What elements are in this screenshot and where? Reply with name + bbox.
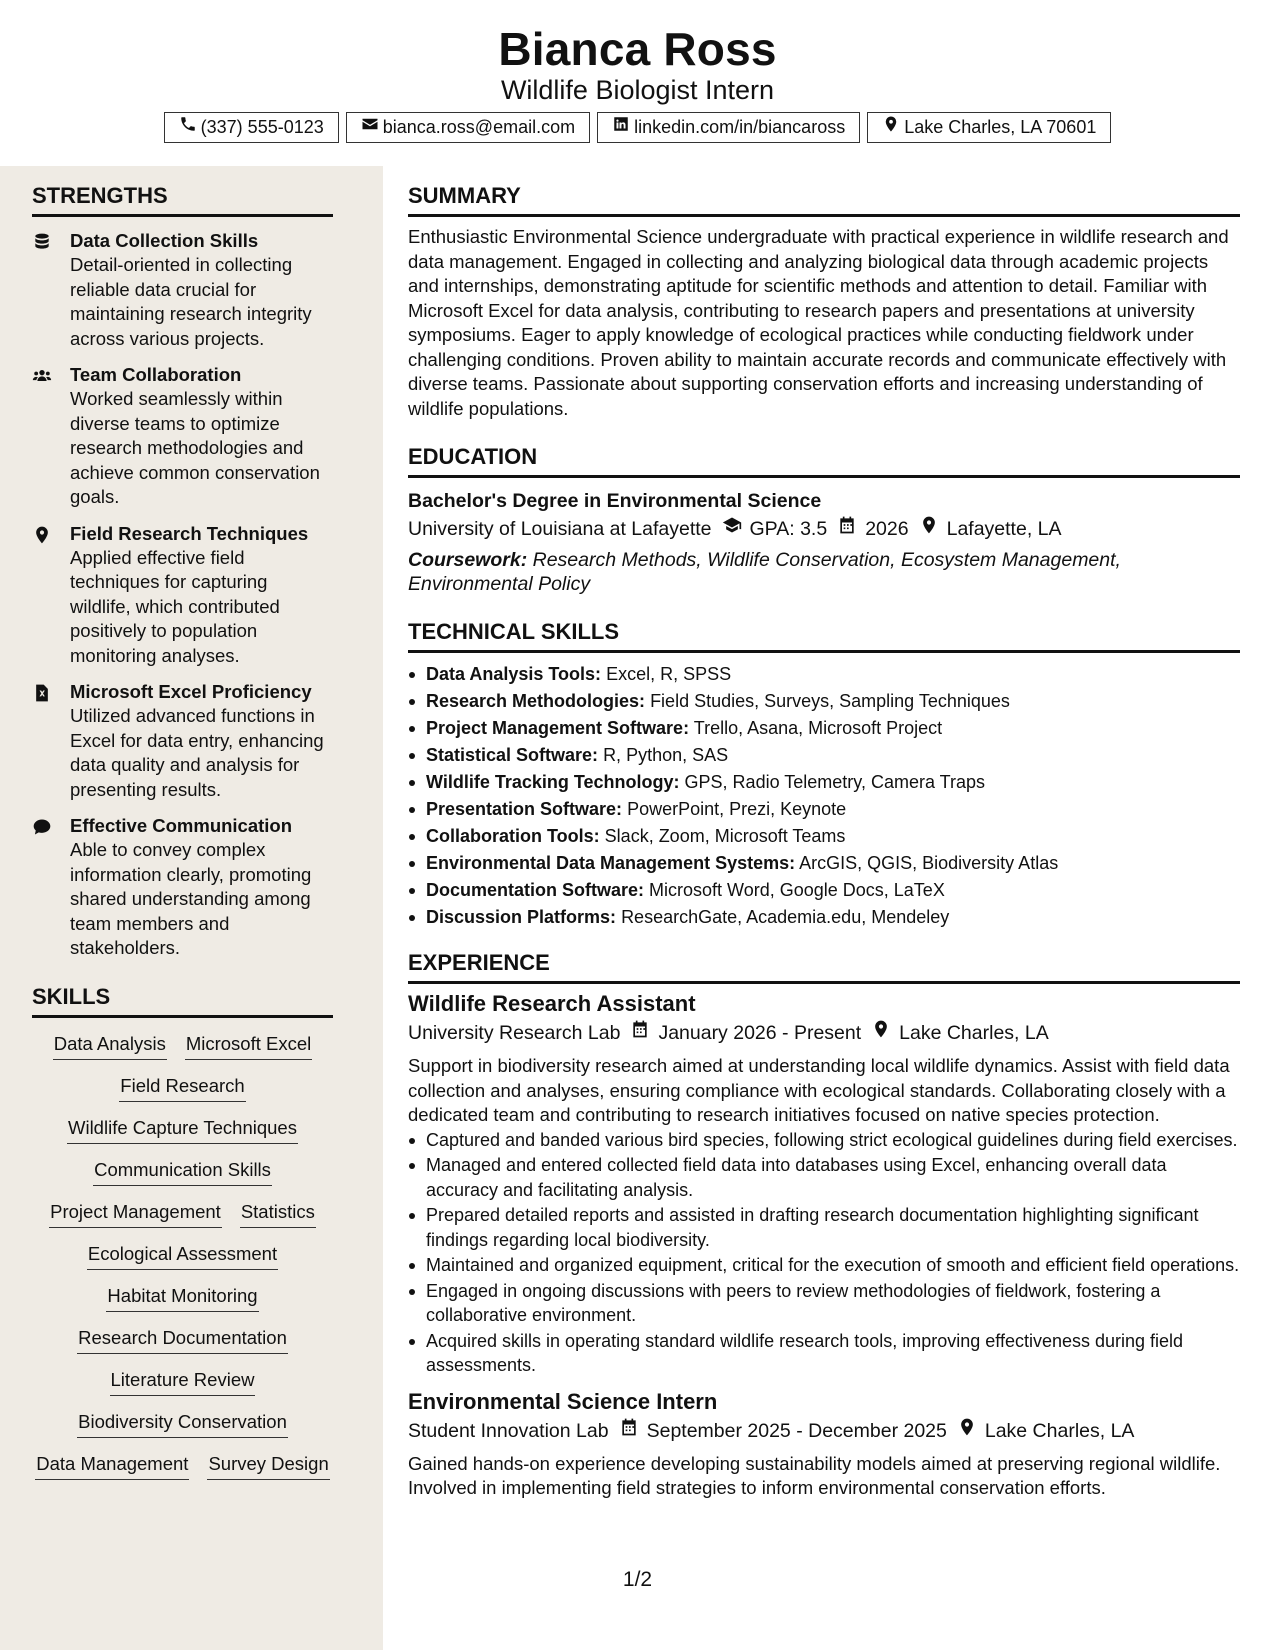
- job-bullet: Acquired skills in operating standard wildlife research tools, improving effectiveness during field assessments.: [408, 1329, 1240, 1378]
- tech-skill-label: Statistical Software:: [426, 745, 599, 765]
- skill-tag: Microsoft Excel: [185, 1032, 312, 1060]
- strength-text: Able to convey complex information clearly, promoting shared understanding among team members and stakeholders.: [70, 839, 312, 958]
- strength-item: [32, 814, 333, 961]
- tech-skill-label: Wildlife Tracking Technology:: [426, 772, 680, 792]
- tech-skill-value: Microsoft Word, Google Docs, LaTeX: [649, 880, 945, 900]
- skill-tag: Wildlife Capture Techniques: [67, 1116, 298, 1144]
- education-heading: EDUCATION: [408, 427, 1240, 478]
- job-dates-item: [619, 1416, 947, 1446]
- main-content: [408, 166, 1240, 1501]
- tech-skill-label: Research Methodologies:: [426, 691, 646, 711]
- tech-skill-value: Slack, Zoom, Microsoft Teams: [604, 826, 846, 846]
- technical-skills-heading: TECHNICAL SKILLS: [408, 602, 1240, 653]
- job-location-item: [871, 1018, 1049, 1048]
- map-marker-icon: [32, 522, 70, 669]
- job-bullet: Managed and entered collected field data into databases using Excel, enhancing overall data accuracy and facilitating analysis.: [408, 1153, 1240, 1202]
- phone-icon: [179, 113, 197, 142]
- calendar-icon: [630, 1018, 650, 1048]
- tech-skill-value: Trello, Asana, Microsoft Project: [693, 718, 943, 738]
- skills-list: [32, 1032, 333, 1480]
- map-marker-icon: [957, 1416, 977, 1446]
- degree-title: Bachelor's Degree in Environmental Science: [408, 490, 822, 512]
- job-entry: [408, 1388, 1240, 1501]
- strength-item: [32, 229, 333, 351]
- sidebar: [0, 166, 383, 1650]
- job-entry: [408, 990, 1240, 1378]
- experience-heading: EXPERIENCE: [408, 933, 1240, 984]
- tech-skill-item: [408, 823, 1240, 850]
- tech-skill-item: [408, 769, 1240, 796]
- skill-tag: Data Management: [35, 1452, 189, 1480]
- skill-tag: Survey Design: [207, 1452, 329, 1480]
- candidate-title: Wildlife Biologist Intern: [500, 75, 775, 105]
- contact-location-text: Lake Charles, LA 70601: [904, 117, 1097, 137]
- tech-skill-item: [408, 688, 1240, 715]
- map-marker-icon: [871, 1018, 891, 1048]
- linkedin-icon: [612, 113, 630, 142]
- job-meta: [408, 1416, 1240, 1446]
- tech-skill-item: [408, 877, 1240, 904]
- coursework-label: Coursework:: [408, 549, 528, 571]
- job-bullet: Maintained and organized equipment, critical for the execution of smooth and efficient field operations.: [408, 1253, 1240, 1278]
- school-name: University of Louisiana at Lafayette: [408, 518, 712, 540]
- excel-file-icon: [32, 680, 70, 802]
- job-title: Environmental Science Intern: [408, 1388, 718, 1414]
- strength-text: Applied effective field techniques for capturing wildlife, which contributed positively to population monitoring analyses.: [70, 546, 280, 666]
- contact-email[interactable]: [346, 112, 590, 143]
- tech-skill-item: [408, 742, 1240, 769]
- strength-title: Team Collaboration: [70, 364, 242, 385]
- tech-skill-value: Field Studies, Surveys, Sampling Techniques: [650, 691, 1010, 711]
- graduation-cap-icon: [722, 514, 742, 544]
- candidate-name: Bianca Ross: [498, 23, 777, 75]
- tech-skill-label: Collaboration Tools:: [426, 826, 600, 846]
- strength-text: Worked seamlessly within diverse teams to optimize research methodologies and achieve common conservation goals.: [70, 388, 320, 507]
- tech-skill-value: PowerPoint, Prezi, Keynote: [627, 799, 847, 819]
- strength-text: Detail-oriented in collecting reliable data crucial for maintaining research integrity across various projects.: [70, 254, 312, 349]
- tech-skill-label: Data Analysis Tools:: [426, 664, 602, 684]
- job-location: Lake Charles, LA: [899, 1022, 1049, 1044]
- strength-item: [32, 363, 333, 510]
- tech-skill-label: Project Management Software:: [426, 718, 690, 738]
- job-bullet: Captured and banded various bird species, following strict ecological guidelines during field exercises.: [408, 1128, 1240, 1153]
- tech-skill-value: GPS, Radio Telemetry, Camera Traps: [684, 772, 985, 792]
- technical-skills-list: [408, 661, 1240, 931]
- contact-location: [867, 112, 1111, 143]
- job-dates: January 2026 - Present: [658, 1022, 862, 1044]
- gpa-item: [722, 514, 828, 544]
- tech-skill-item: [408, 715, 1240, 742]
- coursework-text: Research Methods, Wildlife Conservation, Ecosystem Management, Environmental Policy: [408, 549, 1121, 595]
- strength-item: [32, 522, 333, 669]
- tech-skill-item: [408, 904, 1240, 931]
- contact-phone: [164, 112, 339, 143]
- skill-tag: Field Research: [119, 1074, 245, 1102]
- tech-skill-label: Environmental Data Management Systems:: [426, 853, 796, 873]
- contact-linkedin[interactable]: [597, 112, 860, 143]
- job-title: Wildlife Research Assistant: [408, 991, 696, 1016]
- strength-title: Data Collection Skills: [70, 230, 259, 251]
- strengths-heading: STRENGTHS: [32, 166, 333, 217]
- resume-header: [0, 0, 1275, 143]
- speech-bubble-icon: [32, 814, 70, 961]
- map-marker-icon: [882, 113, 900, 142]
- job-bullet: Engaged in ongoing discussions with peers to review methodologies of fieldwork, fostering a collaborative environment.: [408, 1279, 1240, 1328]
- coursework: [408, 548, 1240, 596]
- skill-tag: Biodiversity Conservation: [77, 1410, 288, 1438]
- strength-text: Utilized advanced functions in Excel for data entry, enhancing data quality and analysis for presenting results.: [70, 705, 324, 800]
- grad-year-text: 2026: [865, 518, 909, 540]
- edu-location-text: Lafayette, LA: [946, 518, 1062, 540]
- job-bullets: [408, 1128, 1240, 1378]
- strength-title: Field Research Techniques: [70, 522, 309, 544]
- users-icon: [32, 363, 70, 510]
- envelope-icon: [361, 113, 379, 142]
- map-marker-icon: [919, 514, 939, 544]
- tech-skill-value: ResearchGate, Academia.edu, Mendeley: [621, 907, 950, 927]
- job-description: Gained hands-on experience developing sustainability models aimed at preserving regional wildlife. Involved in implementing field strategies to inform environmental conservation efforts.: [408, 1452, 1221, 1498]
- job-bullet: Prepared detailed reports and assisted in drafting research documentation highlighting significant findings regarding local biodiversity.: [408, 1203, 1240, 1252]
- tech-skill-value: R, Python, SAS: [603, 745, 729, 765]
- tech-skill-item: [408, 661, 1240, 688]
- job-location: Lake Charles, LA: [984, 1419, 1135, 1442]
- skill-tag: Data Analysis: [53, 1032, 167, 1060]
- job-dates-item: [630, 1018, 861, 1048]
- calendar-icon: [837, 514, 857, 544]
- skill-tag: Statistics: [240, 1200, 316, 1228]
- skill-tag: Literature Review: [110, 1368, 256, 1396]
- tech-skill-label: Documentation Software:: [426, 880, 645, 900]
- job-org: University Research Lab: [408, 1022, 621, 1044]
- summary-text: Enthusiastic Environmental Science undergraduate with practical experience in wildlife research and data management. Engaged in collecting and analyzing biological data through academic projects and internships, demonstrating aptitude for scientific methods and attention to detail. Familiar with Microsoft Excel for data analysis, contributing to research papers and presentations at university symposiums. Eager to apply knowledge of ecological practices while conducting fieldwork under challenging conditions. Proven ability to maintain accurate records and communicate effectively with diverse teams. Passionate about supporting conservation efforts and increasing understanding of wildlife populations.: [408, 226, 1229, 419]
- strength-item: [32, 680, 333, 802]
- tech-skill-label: Discussion Platforms:: [426, 907, 617, 927]
- contact-bar: [0, 112, 1275, 143]
- strength-title: Microsoft Excel Proficiency: [70, 681, 312, 702]
- job-dates: September 2025 - December 2025: [646, 1419, 947, 1442]
- tech-skill-label: Presentation Software:: [426, 799, 623, 819]
- calendar-icon: [619, 1416, 639, 1446]
- skill-tag: Communication Skills: [93, 1158, 272, 1186]
- job-meta: [408, 1018, 1240, 1048]
- tech-skill-value: ArcGIS, QGIS, Biodiversity Atlas: [799, 853, 1059, 873]
- grad-year-item: [837, 514, 908, 544]
- job-description: Support in biodiversity research aimed at understanding local wildlife dynamics. Assist with field data collection and analyses, ensuring compliance with ecological standards. Collaborating closely with a dedicated team and contributing to research initiatives focused on native species protection.: [408, 1055, 1230, 1125]
- summary-heading: SUMMARY: [408, 166, 1240, 217]
- job-location-item: [957, 1416, 1135, 1446]
- skill-tag: Ecological Assessment: [87, 1242, 278, 1270]
- database-icon: [32, 229, 70, 351]
- edu-location-item: [919, 514, 1062, 544]
- strength-title: Effective Communication: [70, 815, 293, 836]
- skills-heading: SKILLS: [32, 967, 333, 1018]
- contact-linkedin-text: linkedin.com/in/biancaross: [634, 117, 846, 137]
- tech-skill-item: [408, 796, 1240, 823]
- skill-tag: Project Management: [49, 1200, 222, 1228]
- tech-skill-value: Excel, R, SPSS: [606, 664, 732, 684]
- job-org: Student Innovation Lab: [408, 1419, 609, 1442]
- page-number: 1/2: [622, 1568, 653, 1591]
- gpa-text: GPA: 3.5: [749, 518, 828, 540]
- contact-phone-text: (337) 555-0123: [200, 117, 324, 137]
- skill-tag: Habitat Monitoring: [106, 1284, 258, 1312]
- contact-email-text: bianca.ross@email.com: [382, 117, 576, 137]
- education-meta: [408, 514, 1240, 544]
- tech-skill-item: [408, 850, 1240, 877]
- skill-tag: Research Documentation: [77, 1326, 288, 1354]
